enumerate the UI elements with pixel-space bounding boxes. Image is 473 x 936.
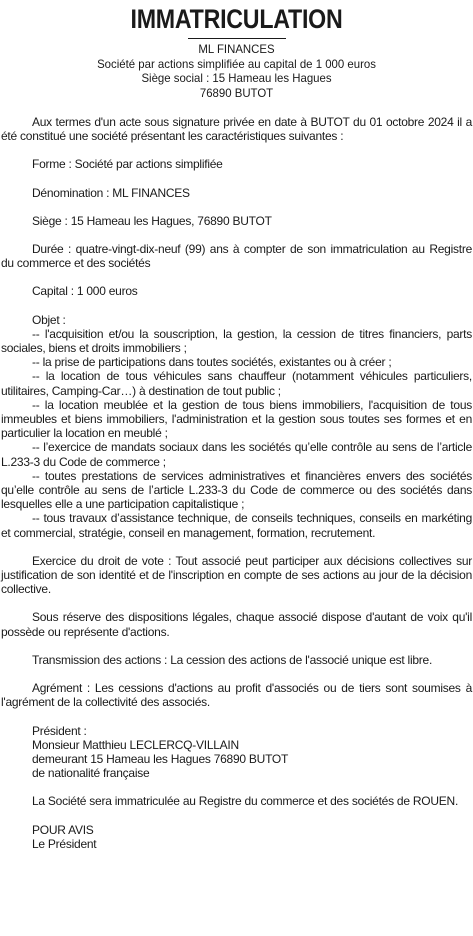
intro-paragraph: Aux termes d'un acte sous signature privée en date à BUTOT du 01 octobre 2024 il a été constitué une société présentant les caractéristiques suivantes : — [1, 115, 472, 144]
company-siege: Siège social : 15 Hameau les Hagues — [141, 71, 332, 85]
company-name: ML FINANCES — [198, 42, 275, 56]
president-nationality: de nationalité française — [32, 766, 150, 781]
transmission-paragraph: Transmission des actions : La cession des actions de l'associé unique est libre. — [32, 652, 433, 667]
vote-paragraph: Exercice du droit de vote : Tout associé peut participer aux décisions collectives sur justification de son identité et de l'inscription en compte de ses actions au jour de la décision collective. — [1, 553, 472, 597]
objet-item: -- l’exercice de mandats sociaux dans les sociétés qu’elle contrôle au sens de l’article L.233-3 du Code de commerce ; — [1, 440, 472, 469]
rcs-paragraph: La Société sera immatriculée au Registre du commerce et des sociétés de ROUEN. — [32, 794, 459, 809]
objet-item: -- la location de tous véhicules sans chauffeur (notamment véhicules particuliers, utilitaires, Camping-Car…) à destination de tout public ; — [1, 369, 472, 398]
duree-paragraph: Durée : quatre-vingt-dix-neuf (99) ans à compter de son immatriculation au Registre du commerce et des sociétés — [1, 242, 472, 271]
president-address: demeurant 15 Hameau les Hagues 76890 BUTOT — [32, 751, 289, 766]
notice-title: IMMATRICULATION — [130, 4, 343, 34]
objet-item: -- l'acquisition et/ou la souscription, la gestion, la cession de titres financiers, parts sociales, biens et droits immobiliers ; — [1, 326, 472, 356]
president-name: Monsieur Matthieu LECLERCQ-VILLAIN — [32, 737, 239, 752]
pour-avis: POUR AVIS — [32, 822, 94, 837]
company-postal: 76890 BUTOT — [199, 85, 274, 100]
capital-paragraph: Capital : 1 000 euros — [32, 284, 138, 299]
signature-block — [1, 823, 472, 851]
company-type: Société par actions simplifiée au capital de 1 000 euros — [97, 56, 376, 71]
objet-section — [1, 313, 472, 540]
siege-paragraph: Siège : 15 Hameau les Hagues, 76890 BUTOT — [32, 213, 272, 228]
reserve-paragraph: Sous réserve des dispositions légales, chaque associé dispose d'autant de voix qu'il possède ou représente d'actions. — [1, 610, 472, 639]
denomination-paragraph: Dénomination : ML FINANCES — [32, 185, 190, 200]
forme-paragraph: Forme : Société par actions simplifiée — [32, 157, 223, 172]
signatory: Le Président — [32, 836, 97, 851]
agrement-paragraph: Agrément : Les cessions d'actions au profit d'associés ou de tiers sont soumises à l'agrément de la collectivité des associés. — [1, 681, 472, 710]
objet-item: -- la location meublée et la gestion de tous biens immobiliers, l'acquisition de tous immeubles et biens immobiliers, l'administration et la gestion sous toutes ses formes et en particulier la location en meublé ; — [1, 397, 472, 441]
objet-item: -- toutes prestations de services administratives et financières envers des sociétés qu’elle contrôle au sens de l’article L.233-3 du Code de commerce ou des sociétés dans lesquelles elle a une participation capitalistique ; — [1, 468, 472, 512]
notice-body — [1, 115, 472, 851]
objet-item: -- la prise de participations dans toutes sociétés, existantes ou à créer ; — [32, 355, 392, 370]
president-label: Président : — [32, 723, 87, 738]
objet-title: Objet : — [32, 312, 66, 327]
president-block — [1, 724, 472, 781]
title-divider — [188, 38, 286, 39]
company-header — [1, 42, 472, 100]
objet-item: -- tous travaux d’assistance technique, de conseils techniques, conseils en markéting et commercial, stratégie, conseil en management, formation, recrutement. — [1, 511, 472, 540]
